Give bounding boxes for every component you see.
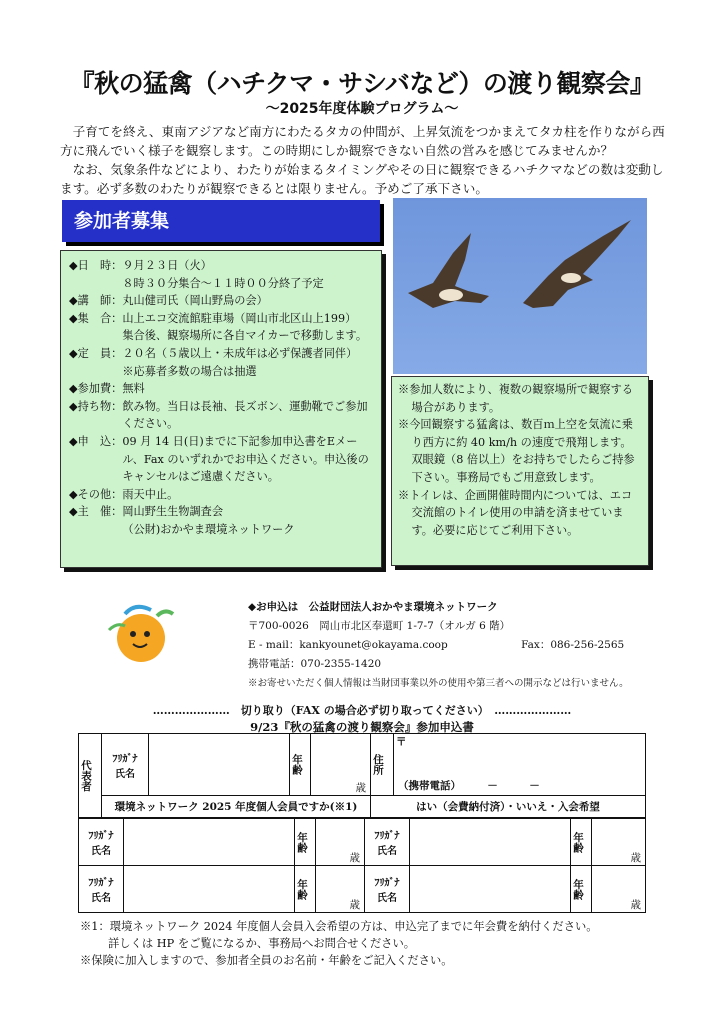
rep-address-field[interactable] [394,734,646,796]
detail-label: ◆申 込： [69,434,123,448]
detail-row [69,257,375,292]
detail-label: ◆日 時： [69,259,123,272]
note-item: ※今回観察する猛禽は、数百ｍ上空を気流に乗り西方に約 40 km/h の速度で飛翔します。双眼鏡（8 倍以上）をお持ちでしたらご持参下さい。事務局でもご用意致します。 [398,418,635,484]
participant-name-label: ﾌﾘｶﾞﾅ 氏名 [79,819,124,866]
participant-name-field[interactable] [124,866,295,913]
detail-value [122,310,375,345]
participant-age-label: 年齢 [572,831,584,853]
detail-line: 丸山健司氏（岡山野鳥の会） [122,294,268,308]
detail-line: ２０名（５歳以上・未成年は必ず保護者同伴） [122,346,358,360]
participant-name-field[interactable] [410,819,571,866]
detail-label: ◆その他： [69,487,123,501]
detail-label: ◆持ち物： [69,399,123,413]
detail-row [69,380,375,398]
detail-line: 集合後、観察場所に各自マイカーで移動します。 [122,329,368,343]
detail-row [69,292,375,310]
intro-paragraph-2: なお、気象条件などにより、わたりが始まるタイミングやその日に観察できるハチクマなどの数は変動します。必ず多数のわたりが観察できるとは限りません。予めご了承下さい。 [60,162,664,196]
participant-name-field[interactable] [410,866,571,913]
contact-address: 〒700-0026 岡山市北区奉還町 1-7-7（オルガ 6 階） [248,620,511,632]
detail-row [69,398,375,433]
detail-line: ９月２３日（火） [122,259,212,272]
contact-email-fax [248,636,688,655]
event-details-box [60,250,382,568]
detail-label: ◆定 員： [69,346,123,360]
detail-value [122,398,375,433]
participant-age-field[interactable]: 歳 [592,819,646,866]
application-form [78,733,646,818]
intro-text [60,122,670,198]
contact-mobile: 携帯電話：070-2355-1420 [248,658,382,670]
detail-row [69,433,375,486]
contact-fax: Fax：086-256-2565 [521,639,625,651]
detail-line: 09 月 14 日(日)までに下記参加申込書をEメール、Fax のいずれかでお申込ください。申込後のキャンセルはご遠慮ください。 [122,434,369,484]
participant-age-label: 年齢 [572,878,584,900]
form-title: 9/23『秋の猛禽の渡り観察会』参加申込書 [250,720,474,734]
participant-name-label: ﾌﾘｶﾞﾅ 氏名 [365,819,410,866]
intro-paragraph-1: 子育てを終え、東南アジアなど南方にわたるタカの仲間が、上昇気流をつかまえてタカ柱を作りながら西方に飛んでいく様子を観察します。この時期にしか観察できない自然の営みを感じてみませんか？ [60,124,665,158]
participant-age-field[interactable]: 歳 [592,866,646,913]
detail-value [122,257,375,292]
postal-mark: 〒 [396,736,407,748]
detail-line: （公財)おかやま環境ネットワーク [122,522,295,536]
page-title: 『秋の猛禽（ハチクマ・サシバなど）の渡り観察会』 [69,69,655,98]
detail-line: 飲み物。当日は長袖、長ズボン、運動靴でご参加ください。 [122,399,368,431]
participant-name-label: ﾌﾘｶﾞﾅ 氏名 [79,866,124,913]
detail-value [122,486,375,504]
footnote-1: ※1：環境ネットワーク 2024 年度個人会員入会希望の方は、申込完了までに年会費を納付ください。 [80,920,598,933]
detail-line: 岡山野生生物調査会 [122,505,224,519]
rep-address-label: 住所 [372,754,384,775]
participant-age-label: 年齢 [296,878,308,900]
member-answer[interactable]: はい（会費納付済）・いいえ・入会希望 [371,796,646,818]
detail-value [122,433,375,486]
detail-value [122,380,375,398]
hawk-illustration [393,198,647,374]
detail-row [69,503,375,538]
member-question: 環境ネットワーク 2025 年度個人会員ですか(※1) [102,796,371,818]
mobile-label: （携帯電話） － － [398,780,540,792]
participants-form [78,818,646,913]
participant-age-field[interactable]: 歳 [316,866,365,913]
participant-age-label: 年齢 [296,831,308,853]
rep-name-field[interactable] [149,734,290,796]
contact-email[interactable]: E - mail：kankyounet@okayama.coop [248,639,448,651]
detail-value [122,292,375,310]
detail-line: ８時３０分集合～１１時００分終了予定 [122,276,324,290]
cut-line: ………………… 切り取り（FAX の場合必ず切り取ってください） ………………… [152,704,572,717]
rep-age-label: 年齢 [291,754,303,775]
note-item: ※参加人数により、複数の観察場所で観察する場合があります。 [398,383,633,414]
privacy-note: ※お寄せいただく個人情報は当財団事業以外の使用や第三者への開示などは行いません。 [248,678,629,689]
footnotes [80,918,690,969]
detail-row [69,345,375,380]
detail-row [69,310,375,345]
page-subtitle: ～2025年度体験プログラム～ [265,101,459,117]
rep-name-label: ﾌﾘｶﾞﾅ 氏名 [102,734,149,796]
detail-line: 山上エコ交流館駐車場（岡山市北区山上199） [122,311,357,325]
detail-line: 雨天中止。 [122,487,179,501]
notes-box [391,376,649,566]
participant-name-label: ﾌﾘｶﾞﾅ 氏名 [365,866,410,913]
note-item: ※トイレは、企画開催時間内については、エコ交流館のトイレ使用の申請を済ませています。必要に応じてご利用下さい。 [398,488,633,537]
recruit-heading: 参加者募集 [62,200,380,242]
detail-value [122,345,375,380]
contact-org: ◆お申込は 公益財団法人おかやま環境ネットワーク [248,601,498,613]
rep-age-field[interactable]: 歳 [311,734,371,796]
participant-age-field[interactable]: 歳 [316,819,365,866]
participant-name-field[interactable] [124,819,295,866]
detail-line: 無料 [122,382,145,396]
detail-row [69,486,375,504]
detail-label: ◆主 催： [69,505,123,519]
rep-label: 代表者 [80,759,92,792]
logo-icon [95,600,185,680]
detail-label: ◆参加費： [69,382,123,396]
detail-value [122,503,375,538]
detail-label: ◆集 合： [69,311,123,325]
footnote-3: ※保険に加入しますので、参加者全員のお名前・年齢をご記入ください。 [80,954,453,967]
okayama-network-logo [95,600,185,680]
footnote-2: 詳しくは HP をご覧になるか、事務局へお問合せください。 [108,937,416,950]
detail-label: ◆講 師： [69,294,123,308]
detail-line: ※応募者多数の場合は抽選 [122,364,257,378]
hawk-photo [393,198,647,374]
contact-block [248,598,688,693]
